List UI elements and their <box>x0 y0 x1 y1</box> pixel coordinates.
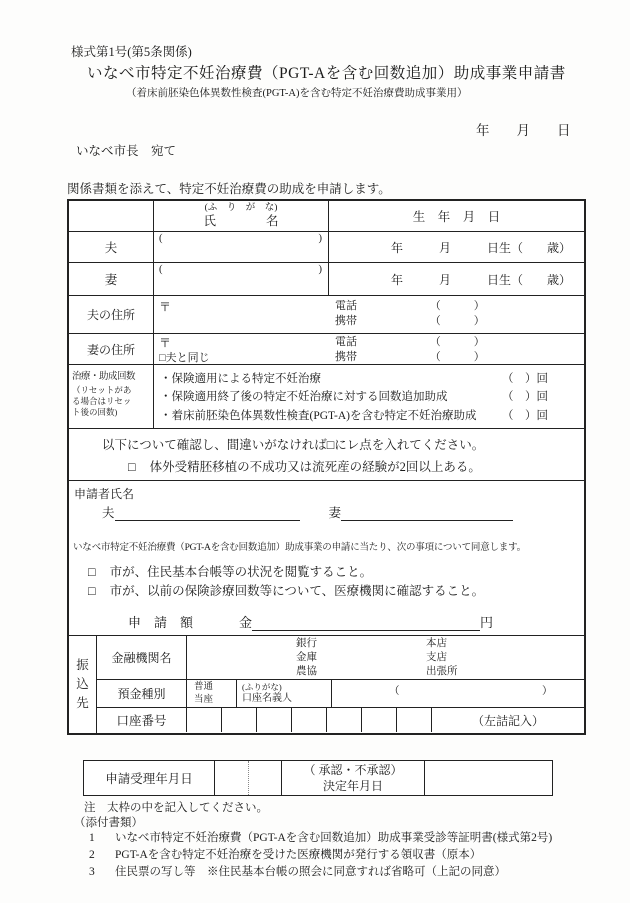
dotted-divider <box>248 761 249 795</box>
attachment-item <box>89 847 552 864</box>
amount-fill-line[interactable] <box>252 616 480 631</box>
count-item-text: ・着床前胚染色体異数性検査(PGT-A)を含む特定不妊治療助成 <box>160 409 477 422</box>
attachment-item <box>89 864 552 881</box>
consent-text-medical: 市が、以前の保険診療回数等について、医療機関に確認すること。 <box>109 584 485 598</box>
institution-field[interactable] <box>186 636 584 679</box>
received-date-field[interactable] <box>214 761 281 795</box>
option-bank[interactable]: 銀行 <box>296 638 317 649</box>
wife-address-label: 妻の住所 <box>86 342 135 357</box>
name-column-header <box>153 201 328 231</box>
count-item-field[interactable]: （ ）回 <box>502 391 548 404</box>
office-use-box <box>83 760 553 796</box>
account-holder-label-cell <box>236 680 331 707</box>
account-number-cell[interactable] <box>186 708 221 732</box>
account-number-row <box>97 707 584 732</box>
name-header: 氏 名 <box>203 214 279 229</box>
confirmation-cell <box>69 429 584 480</box>
attachment-number: 1 <box>89 832 95 844</box>
husband-address-row <box>69 295 584 333</box>
same-as-husband-checkbox[interactable]: □ <box>159 352 166 364</box>
institution-row <box>97 636 584 679</box>
consent-intro: いなべ市特定不妊治療費（PGT-Aを含む回数追加）助成事業の申請に当たり、次の事項について同意します。 <box>73 543 526 553</box>
husband-label: 夫 <box>104 241 118 255</box>
mobile-field[interactable]: （ ） <box>429 351 485 363</box>
transfer-destination-label: 振込先 <box>76 658 89 710</box>
phone-field[interactable]: （ ） <box>429 336 485 348</box>
attachment-text: PGT-Aを含む特定不妊治療を受けた医療機関が発行する領収書（原本） <box>115 849 482 861</box>
count-item <box>154 388 584 404</box>
consent-text-residence: 市が、住民基本台帳等の状況を閲覧すること。 <box>109 565 373 579</box>
form-number: 様式第1号(第5条関係) <box>71 45 192 59</box>
same-as-husband-label: 夫と同じ <box>165 352 210 364</box>
paren-open: ( <box>159 233 163 244</box>
consent-checkbox-medical[interactable]: □ <box>88 584 96 598</box>
husband-signature-line[interactable] <box>115 506 300 521</box>
account-holder-field[interactable] <box>331 680 584 707</box>
treatment-counts-row <box>69 364 584 428</box>
header-blank-cell <box>69 201 153 231</box>
holder-furigana-label: (ふりがな) <box>242 682 282 692</box>
husband-sig-label: 夫 <box>102 506 115 520</box>
husband-row <box>69 231 584 262</box>
account-number-label: 口座番号 <box>116 714 167 728</box>
counts-items-cell <box>153 365 584 428</box>
page-title: いなべ市特定不妊治療費（PGT-Aを含む回数追加）助成事業申請書 <box>87 65 566 82</box>
account-number-cell[interactable] <box>396 708 431 732</box>
attachments-heading: （添付書類） <box>74 817 143 829</box>
option-branch[interactable]: 支店 <box>426 652 447 663</box>
phone-label: 電話 <box>335 300 357 312</box>
wife-row <box>69 262 584 295</box>
wife-address-field[interactable] <box>153 334 584 364</box>
count-item-text: ・保険適用による特定不妊治療 <box>160 373 321 386</box>
counts-sublabel-2: る場合はリセッ <box>72 396 132 406</box>
option-sub-branch[interactable]: 出張所 <box>426 666 458 677</box>
account-number-cell[interactable] <box>291 708 326 732</box>
confirmation-row <box>69 428 584 480</box>
phone-field[interactable]: （ ） <box>429 300 485 312</box>
attachment-item <box>89 830 552 847</box>
wife-name-field[interactable] <box>153 263 328 295</box>
applicant-name-label: 申請者氏名 <box>74 487 135 501</box>
attachment-number: 2 <box>89 849 95 861</box>
transfer-destination-label-cell <box>69 636 96 733</box>
fill-in-note: 注 太枠の中を記入してください。 <box>84 802 268 814</box>
furigana-header: (ふ り が な) <box>204 203 278 214</box>
count-item-field[interactable]: （ ）回 <box>502 373 548 386</box>
left-justified-note: （左詰記入） <box>431 708 584 732</box>
counts-sublabel-3: ト後の回数) <box>72 407 118 417</box>
phone-label: 電話 <box>335 336 357 348</box>
main-form-table <box>67 199 586 735</box>
account-number-cell[interactable] <box>361 708 396 732</box>
paren-open: ( <box>159 264 163 275</box>
addressee-line: いなべ市長 宛て <box>76 144 177 158</box>
institution-label: 金融機関名 <box>111 651 172 665</box>
table-header-row <box>69 201 584 231</box>
postal-mark: 〒 <box>159 336 172 350</box>
option-current[interactable]: 当座 <box>194 695 214 705</box>
amount-prefix: 金 <box>239 615 253 630</box>
experience-statement: 体外受精胚移植の不成功又は流死産の経験が2回以上ある。 <box>149 460 481 474</box>
mobile-label: 携帯 <box>335 315 357 327</box>
birthdate-column-header: 生 年 月 日 <box>328 201 584 231</box>
wife-label: 妻 <box>104 273 118 287</box>
amount-label: 申 請 額 <box>128 615 194 630</box>
option-ordinary[interactable]: 普通 <box>194 682 214 692</box>
wife-birthdate-field[interactable]: 年 月 日生（ 歳） <box>328 263 584 295</box>
intro-sentence: 関係書類を添えて、特定不妊治療費の助成を申請します。 <box>67 182 391 196</box>
account-type-row <box>97 679 584 707</box>
date-fill-in[interactable]: 年 月 日 <box>476 123 571 138</box>
counts-label: 治療・助成回数 <box>72 372 136 382</box>
attachment-text: いなべ市特定不妊治療費（PGT-Aを含む回数追加）助成事業受診等証明書(様式第2号) <box>115 832 553 844</box>
paren-close: ) <box>318 233 322 244</box>
account-type-label: 預金種別 <box>117 687 166 701</box>
confirmation-instruction: 以下について確認し、間違いがなければ□にレ点を入れてください。 <box>102 438 485 452</box>
account-number-cell[interactable] <box>256 708 291 732</box>
page-subtitle: （着床前胚染色体異数性検査(PGT-A)を含む特定不妊治療費助成事業用） <box>126 88 468 99</box>
holder-paren-close: ） <box>542 686 553 697</box>
applicant-consent-row <box>69 480 584 635</box>
wife-sig-label: 妻 <box>328 506 342 520</box>
option-shinkin[interactable]: 金庫 <box>296 652 317 663</box>
attachment-text: 住民票の写し等 ※住民基本台帳の照会に同意すれば省略可（上記の同意） <box>115 866 506 878</box>
option-head-office[interactable]: 本店 <box>426 638 447 649</box>
count-item <box>154 407 584 423</box>
husband-name-field[interactable] <box>153 232 328 262</box>
postal-mark: 〒 <box>159 300 172 314</box>
count-item <box>154 370 584 386</box>
count-item-text: ・保険適用終了後の特定不妊治療に対する回数追加助成 <box>160 391 448 404</box>
holder-paren-open: （ <box>389 686 400 697</box>
wife-address-row <box>69 333 584 364</box>
attachments-list <box>89 830 552 881</box>
account-number-cell[interactable] <box>326 708 361 732</box>
count-item-field[interactable]: （ ）回 <box>502 409 548 422</box>
counts-label-cell <box>69 365 153 428</box>
amount-suffix: 円 <box>480 615 494 630</box>
applicant-consent-cell <box>69 481 584 635</box>
decision-date-field[interactable] <box>424 761 552 795</box>
holder-label: 口座名義人 <box>242 693 292 704</box>
experience-checkbox[interactable]: □ <box>128 460 136 474</box>
decision-label-cell <box>281 761 424 795</box>
account-type-options <box>186 680 236 707</box>
wife-signature-line[interactable] <box>341 506 513 521</box>
counts-sublabel-1: （リセットがあ <box>72 385 132 395</box>
mobile-label: 携帯 <box>335 351 357 363</box>
husband-birthdate-field[interactable]: 年 月 日生（ 歳） <box>328 232 584 262</box>
approval-options: （ 承認・不承認） <box>303 763 403 777</box>
bank-transfer-section <box>69 635 584 733</box>
account-number-cell[interactable] <box>221 708 256 732</box>
husband-address-field[interactable] <box>153 296 584 333</box>
consent-checkbox-residence[interactable]: □ <box>88 565 96 579</box>
paren-close: ) <box>318 264 322 275</box>
application-received-date-label: 申請受理年月日 <box>105 772 193 786</box>
decision-date-label: 決定年月日 <box>322 779 383 793</box>
attachment-number: 3 <box>89 866 95 878</box>
mobile-field[interactable]: （ ） <box>429 315 485 327</box>
husband-address-label: 夫の住所 <box>86 308 135 322</box>
option-nokyo[interactable]: 農協 <box>296 666 317 677</box>
